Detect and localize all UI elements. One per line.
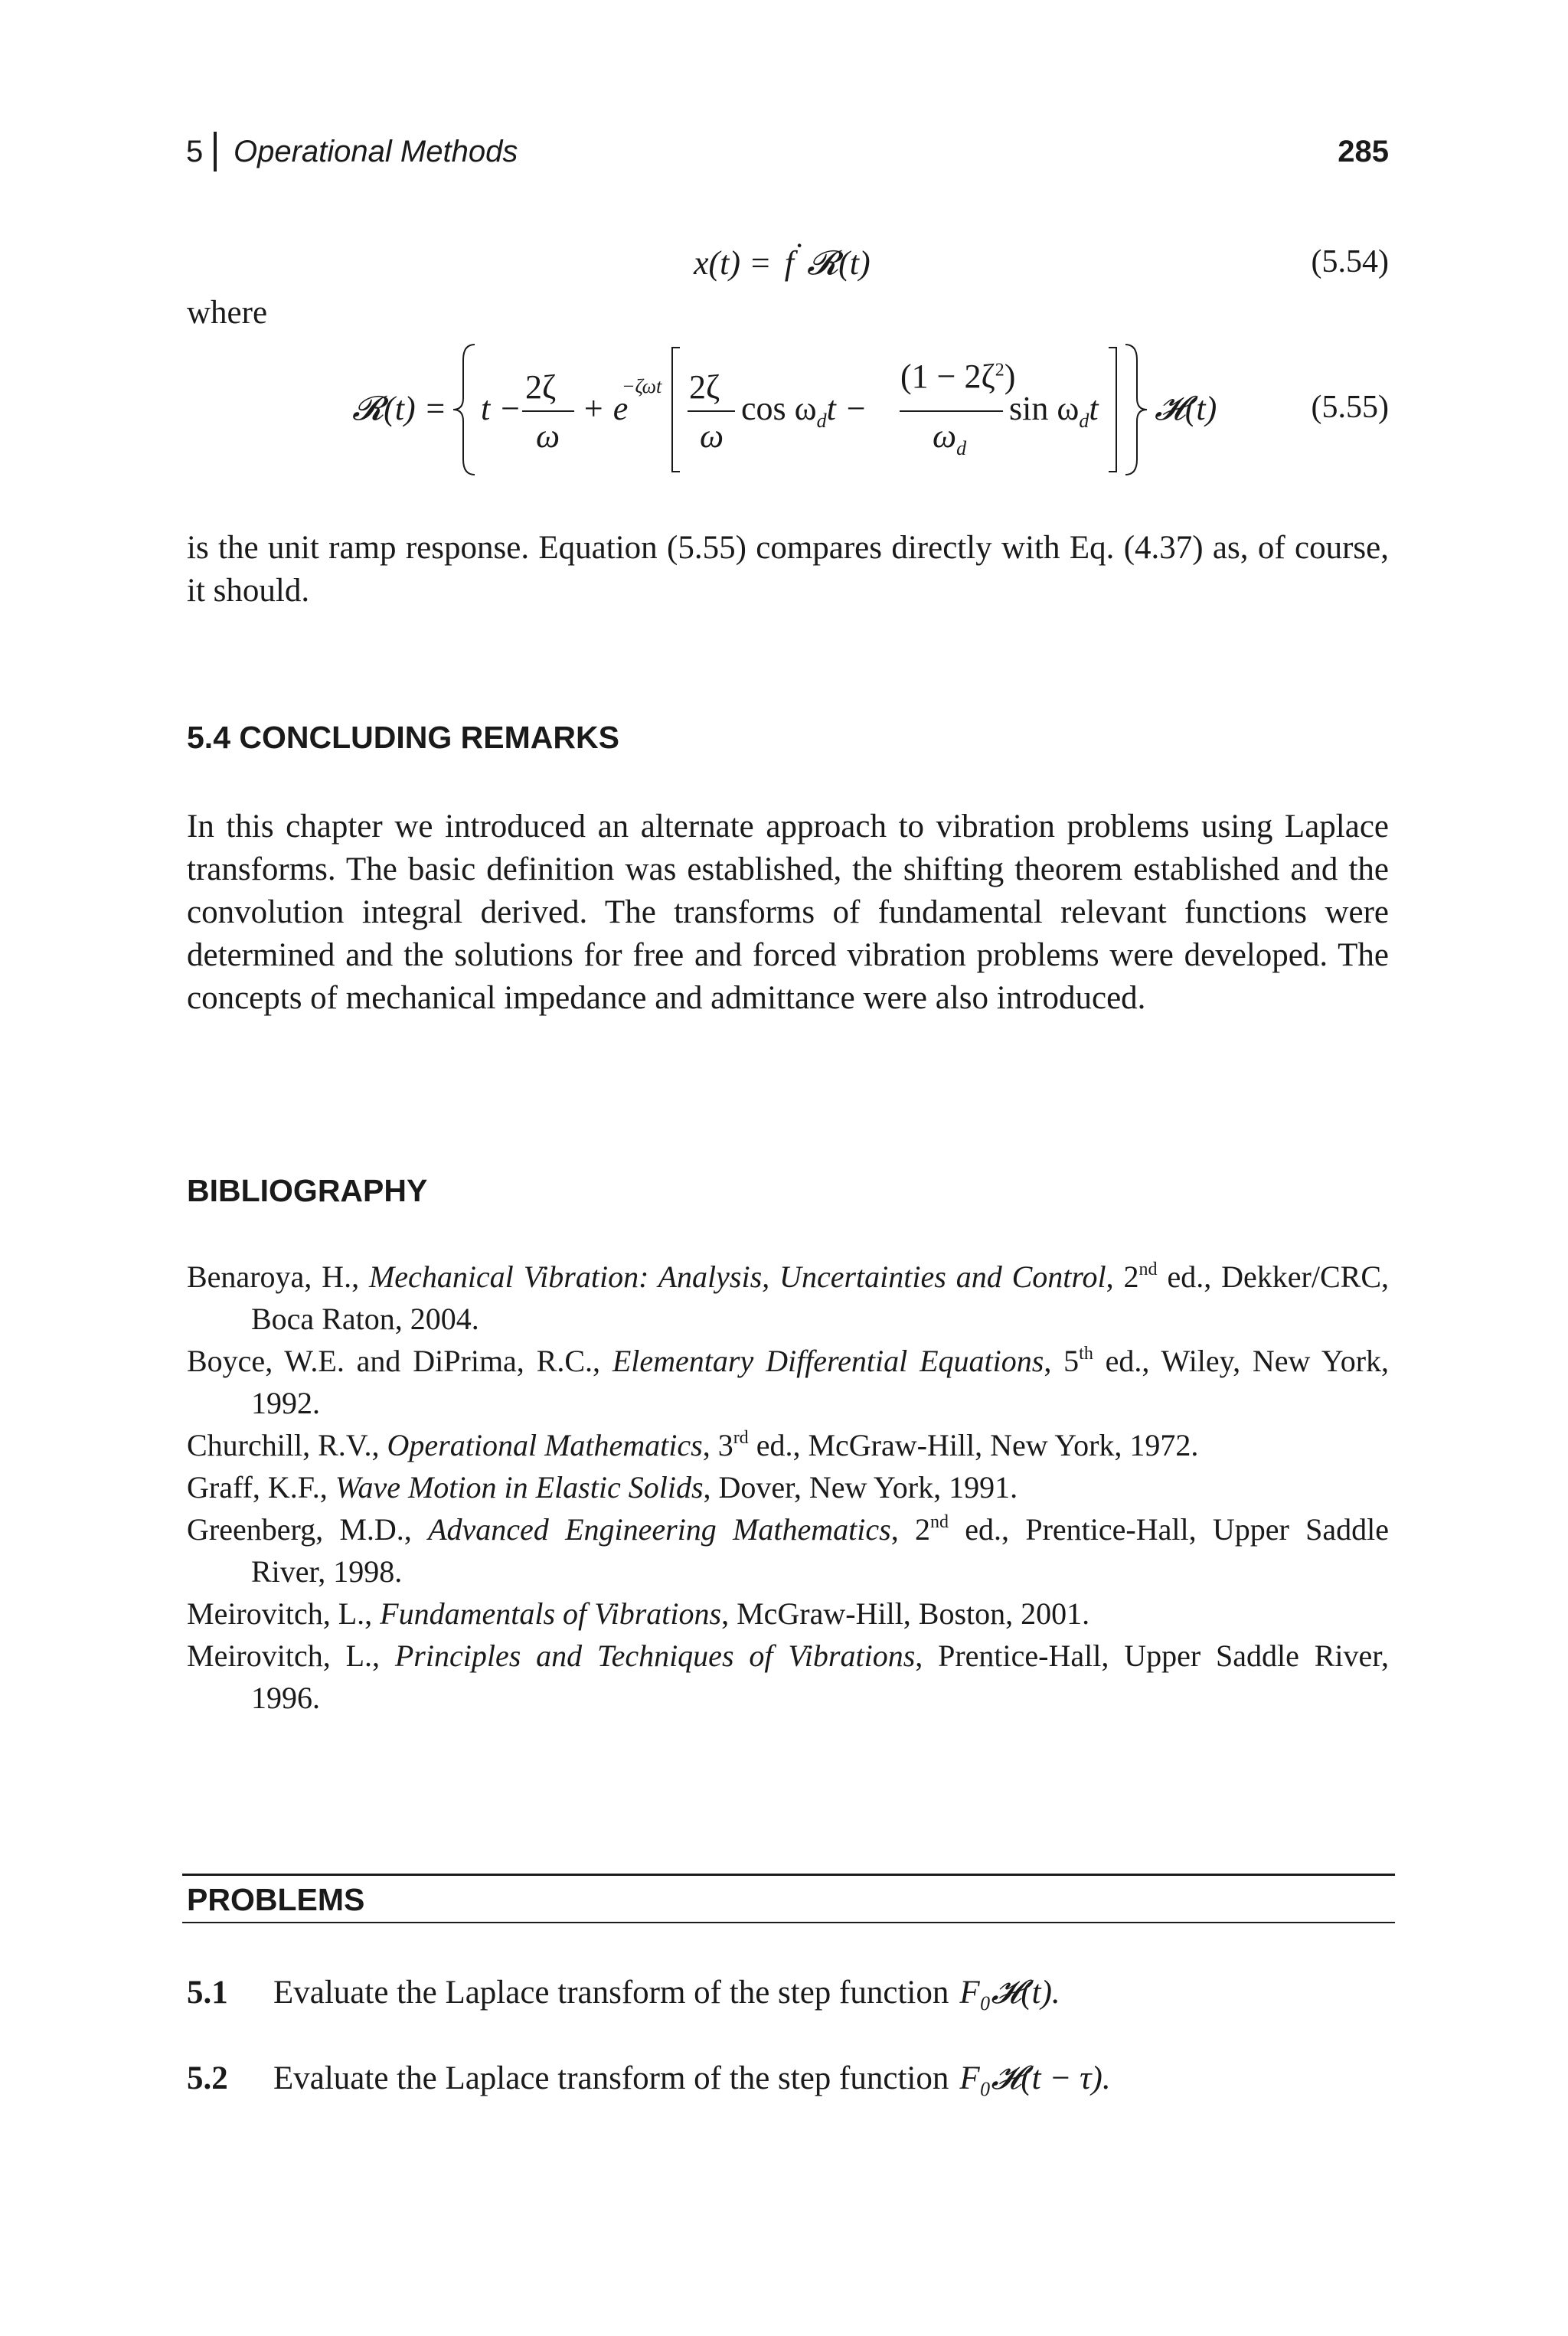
- ramp-response-paragraph: is the unit ramp response. Equation (5.55) compares directly with Eq. (4.37) as, of course, it should.: [187, 530, 1389, 609]
- eq555-cos-sub: d: [816, 409, 827, 432]
- equation-number-5-54: (5.54): [1311, 244, 1389, 279]
- bib-author: Meirovitch, L.,: [187, 1596, 381, 1631]
- eq555-frac3-num-text: (1 − 2ζ: [900, 358, 995, 395]
- eq555-t: t −: [481, 390, 521, 427]
- bibliography-heading: BIBLIOGRAPHY: [187, 1173, 428, 1208]
- eq555-lhs: 𝓡(t) =: [352, 390, 447, 427]
- problems-rule-bottom: [182, 1922, 1395, 1923]
- eq555-cos: [741, 389, 867, 433]
- problem-expression: F₀𝓗(t − τ).: [959, 2060, 1111, 2096]
- bib-author: Graff, K.F.,: [187, 1470, 335, 1505]
- problem-item: [187, 1974, 1060, 2011]
- bib-author: Greenberg, M.D.,: [187, 1512, 429, 1547]
- eq555-frac3-den: [933, 417, 966, 460]
- bib-title: Mechanical Vibration: Analysis, Uncertainties and Control: [368, 1259, 1106, 1294]
- eq554-lhs: x(t) =: [694, 244, 772, 282]
- eq555-plus-e: + e: [582, 390, 629, 427]
- bib-edition-sup: nd: [930, 1512, 949, 1532]
- bib-edition: , 2: [890, 1512, 931, 1547]
- eq555-frac2-den: ω: [700, 417, 724, 455]
- eq555-cos-term: cos ω: [741, 390, 817, 427]
- bib-title: Wave Motion in Elastic Solids: [335, 1470, 704, 1505]
- chapter-number: 5: [186, 135, 204, 168]
- bib-title: Advanced Engineering Mathematics: [428, 1512, 891, 1547]
- bib-entry: [187, 1340, 1389, 1424]
- dot-accent: ˙: [793, 237, 805, 274]
- problem-expression: F₀𝓗(t).: [959, 1975, 1060, 2011]
- eq555-frac2-num: 2ζ: [689, 368, 720, 406]
- bib-author: Boyce, W.E. and DiPrima, R.C.,: [187, 1344, 612, 1378]
- problem-number: 5.2: [187, 2060, 228, 2096]
- bib-entry: [187, 1635, 1389, 1719]
- bib-publisher: , Prentice-Hall, Upper Saddle River, 1996.: [251, 1638, 1390, 1715]
- eq555-exponent: −ζωt: [622, 375, 662, 397]
- bib-edition-sup: rd: [733, 1428, 749, 1448]
- eq555-frac1-num: 2ζ: [525, 368, 557, 406]
- header-divider: [214, 132, 217, 172]
- bib-edition: , 3: [702, 1428, 733, 1462]
- problems-rule-top: [182, 1874, 1395, 1876]
- equation-5-54: [694, 237, 871, 283]
- bib-title: Operational Mathematics: [387, 1428, 703, 1462]
- bib-publisher: , McGraw-Hill, Boston, 2001.: [721, 1596, 1090, 1631]
- where-label: where: [187, 295, 268, 331]
- problem-text: Evaluate the Laplace transform of the step function: [273, 2060, 949, 2096]
- bib-publisher: ed., McGraw-Hill, New York, 1972.: [748, 1428, 1199, 1462]
- bib-title: Principles and Techniques of Vibrations: [394, 1638, 916, 1673]
- bib-edition: , 2: [1106, 1259, 1139, 1294]
- chapter-title: Operational Methods: [234, 135, 518, 168]
- bib-author: Churchill, R.V.,: [187, 1428, 387, 1462]
- eq555-frac3-den-sub: d: [956, 436, 967, 459]
- bib-edition-sup: nd: [1138, 1259, 1158, 1279]
- bib-title: Fundamentals of Vibrations: [380, 1596, 722, 1631]
- problems-heading: PROBLEMS: [187, 1882, 365, 1917]
- bib-entry: [187, 1593, 1389, 1635]
- bib-entry: [187, 1256, 1389, 1340]
- bib-title: Elementary Differential Equations: [612, 1344, 1044, 1378]
- section-heading-concluding: 5.4 CONCLUDING REMARKS: [187, 720, 619, 755]
- bib-publisher: ed., Prentice-Hall, Upper Saddle River, 1998.: [251, 1512, 1389, 1589]
- problem-item: [187, 2060, 1111, 2097]
- eq555-frac1-den: ω: [536, 417, 560, 455]
- eq555-frac3-den-text: ω: [933, 417, 957, 455]
- bib-entry: [187, 1508, 1389, 1593]
- eq554-rhs: 𝓡(t): [806, 244, 871, 282]
- bib-publisher: ed., Wiley, New York, 1992.: [251, 1344, 1390, 1420]
- equation-5-55: [352, 337, 1233, 482]
- eq555-sin-sub: d: [1079, 409, 1089, 432]
- eq555-frac3-num: [900, 357, 1015, 396]
- eq554-fdot: f: [784, 244, 794, 282]
- bib-author: Meirovitch, L.,: [187, 1638, 395, 1673]
- concluding-paragraph: In this chapter we introduced an alternate approach to vibration problems using Laplace transforms. The basic definition was established, the shifting theorem established and the convolution integral derived. The transforms of fundamental relevant functions were determined and the solutions for free and forced vibration problems were developed. The concepts of mechanical impedance and admittance were also introduced.: [187, 809, 1389, 1016]
- problem-number: 5.1: [187, 1975, 228, 2011]
- bib-publisher: ed., Dekker/CRC, Boca Raton, 2004.: [251, 1259, 1390, 1336]
- eq555-sin: [1009, 389, 1099, 433]
- bib-entry: [187, 1424, 1389, 1466]
- bib-publisher: , Dover, New York, 1991.: [703, 1470, 1018, 1505]
- eq555-frac3-num-sup: 2: [995, 360, 1004, 381]
- bib-author: Benaroya, H.,: [187, 1259, 369, 1294]
- eq555-frac3-num-close: ): [1004, 358, 1016, 395]
- page-number: 285: [1338, 135, 1389, 168]
- bib-edition-sup: th: [1079, 1344, 1093, 1364]
- eq555-cos-tail: t −: [826, 390, 867, 427]
- bib-edition: , 5: [1044, 1344, 1080, 1378]
- eq555-sin-tail: t: [1089, 390, 1099, 427]
- bib-entry: [187, 1466, 1389, 1508]
- eq555-heaviside: 𝓗(t): [1155, 390, 1217, 427]
- problem-text: Evaluate the Laplace transform of the step function: [273, 1975, 949, 2011]
- eq555-sin-term: sin ω: [1009, 390, 1080, 427]
- bibliography-list: [187, 1256, 1389, 1719]
- equation-number-5-55: (5.55): [1311, 390, 1389, 425]
